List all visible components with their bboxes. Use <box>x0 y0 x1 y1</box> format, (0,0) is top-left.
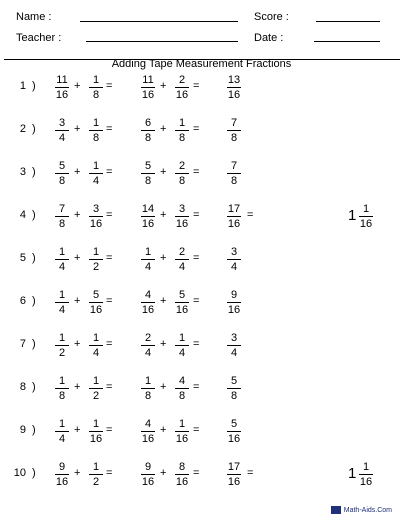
equals-sign: = <box>106 123 113 135</box>
addend-b-numerator: 1 <box>92 418 100 430</box>
addend-b-denominator: 16 <box>89 218 103 230</box>
addend-b-bar <box>89 87 103 88</box>
equals-sign: = <box>193 424 200 436</box>
problem-row <box>0 113 403 147</box>
problem-row <box>0 285 403 319</box>
common-denominator-a-numerator: 6 <box>144 117 152 129</box>
common-denominator-b <box>172 418 192 445</box>
addend-b-numerator: 1 <box>92 160 100 172</box>
sum-fraction-numerator: 3 <box>230 332 238 344</box>
common-denominator-b-bar <box>175 216 189 217</box>
problem-row <box>0 371 403 405</box>
common-denominator-a <box>138 203 158 230</box>
common-denominator-a-denominator: 8 <box>144 390 152 402</box>
sum-fraction-bar <box>227 87 241 88</box>
common-denominator-a-numerator: 1 <box>144 375 152 387</box>
sum-fraction-numerator: 7 <box>230 160 238 172</box>
problem-number-paren: ) <box>32 80 36 92</box>
common-denominator-b-denominator: 8 <box>178 390 186 402</box>
addend-a-bar <box>55 302 69 303</box>
common-denominator-a-denominator: 4 <box>144 261 152 273</box>
problem-number-paren: ) <box>32 209 36 221</box>
plus-sign: + <box>160 80 167 92</box>
common-denominator-a-bar <box>141 302 155 303</box>
common-denominator-b <box>172 332 192 359</box>
plus-sign: + <box>74 467 81 479</box>
common-denominator-b-denominator: 16 <box>175 304 189 316</box>
common-denominator-b-denominator: 16 <box>175 89 189 101</box>
plus-sign: + <box>74 166 81 178</box>
addend-a-denominator: 2 <box>58 347 66 359</box>
addend-a-bar <box>55 474 69 475</box>
equals-sign: = <box>193 80 200 92</box>
problem-number: 10 <box>13 467 26 479</box>
common-denominator-a-numerator: 2 <box>144 332 152 344</box>
addend-a-denominator: 16 <box>55 476 69 488</box>
common-denominator-b <box>172 117 192 144</box>
equals-sign: = <box>106 381 113 393</box>
mixed-number-numerator: 1 <box>362 461 370 473</box>
plus-sign: + <box>160 295 167 307</box>
common-denominator-b-numerator: 2 <box>178 246 186 258</box>
problem-number-paren: ) <box>32 166 36 178</box>
problem-number: 8 <box>19 381 26 393</box>
addend-a <box>52 332 72 359</box>
common-denominator-b-numerator: 3 <box>178 203 186 215</box>
problem-number: 2 <box>19 123 26 135</box>
plus-sign: + <box>160 338 167 350</box>
common-denominator-a-numerator: 9 <box>144 461 152 473</box>
score-field[interactable] <box>316 21 380 22</box>
problem-row <box>0 156 403 190</box>
sum-fraction-denominator: 4 <box>230 261 238 273</box>
plus-sign: + <box>74 252 81 264</box>
mixed-number-whole: 1 <box>348 465 357 482</box>
problem-number: 1 <box>19 80 26 92</box>
equals-sign: = <box>193 338 200 350</box>
addend-a-numerator: 1 <box>58 375 66 387</box>
addend-a-bar <box>55 345 69 346</box>
common-denominator-b-numerator: 1 <box>178 332 186 344</box>
sum-fraction <box>224 289 244 316</box>
mixed-number-bar <box>359 474 373 475</box>
problem-number-paren: ) <box>32 123 36 135</box>
common-denominator-a-bar <box>141 87 155 88</box>
equals-sign: = <box>106 424 113 436</box>
plus-sign: + <box>74 209 81 221</box>
common-denominator-b-bar <box>175 431 189 432</box>
common-denominator-a-bar <box>141 259 155 260</box>
common-denominator-b <box>172 375 192 402</box>
addend-a <box>52 160 72 187</box>
sum-fraction-denominator: 16 <box>227 433 241 445</box>
plus-sign: + <box>160 424 167 436</box>
problem-row <box>0 199 403 233</box>
common-denominator-b-bar <box>175 130 189 131</box>
worksheet-title: Adding Tape Measurement Fractions <box>111 58 292 70</box>
common-denominator-b <box>172 246 192 273</box>
common-denominator-b-numerator: 2 <box>178 160 186 172</box>
addend-b-denominator: 4 <box>92 347 100 359</box>
sum-fraction-bar <box>227 474 241 475</box>
common-denominator-b <box>172 461 192 488</box>
addend-a-numerator: 1 <box>58 332 66 344</box>
common-denominator-a-numerator: 4 <box>144 289 152 301</box>
common-denominator-b-bar <box>175 474 189 475</box>
plus-sign: + <box>160 123 167 135</box>
addend-b-denominator: 8 <box>92 132 100 144</box>
addend-a-bar <box>55 216 69 217</box>
addend-b-bar <box>89 302 103 303</box>
addend-a-numerator: 1 <box>58 246 66 258</box>
addend-a-bar <box>55 87 69 88</box>
common-denominator-b <box>172 74 192 101</box>
common-denominator-b <box>172 289 192 316</box>
sum-fraction-denominator: 16 <box>227 218 241 230</box>
addend-b <box>86 332 106 359</box>
addend-a-denominator: 4 <box>58 261 66 273</box>
equals-sign: = <box>106 209 113 221</box>
common-denominator-a <box>138 461 158 488</box>
addend-a-numerator: 5 <box>58 160 66 172</box>
addend-b <box>86 418 106 445</box>
sum-fraction-numerator: 13 <box>227 74 241 86</box>
name-field[interactable] <box>80 21 238 22</box>
common-denominator-a-denominator: 8 <box>144 132 152 144</box>
common-denominator-b-bar <box>175 302 189 303</box>
common-denominator-b-denominator: 4 <box>178 347 186 359</box>
sum-fraction <box>224 418 244 445</box>
addend-a-numerator: 1 <box>58 418 66 430</box>
plus-sign: + <box>160 252 167 264</box>
common-denominator-a <box>138 74 158 101</box>
problem-number: 4 <box>19 209 26 221</box>
equals-sign: = <box>193 252 200 264</box>
addend-b <box>86 246 106 273</box>
sum-fraction-denominator: 8 <box>230 390 238 402</box>
mixed-number-fraction <box>356 461 376 488</box>
addend-a-numerator: 3 <box>58 117 66 129</box>
common-denominator-b-numerator: 4 <box>178 375 186 387</box>
addend-b-bar <box>89 173 103 174</box>
addend-a-denominator: 8 <box>58 390 66 402</box>
common-denominator-b-numerator: 1 <box>178 117 186 129</box>
addend-a-denominator: 8 <box>58 175 66 187</box>
teacher-label: Teacher : <box>16 32 62 44</box>
common-denominator-b-bar <box>175 388 189 389</box>
plus-sign: + <box>74 295 81 307</box>
sum-fraction-numerator: 9 <box>230 289 238 301</box>
addend-a <box>52 203 72 230</box>
sum-fraction <box>224 203 244 230</box>
brand-text: Math-Aids.Com <box>343 506 392 514</box>
problem-number-paren: ) <box>32 338 36 350</box>
addend-b-numerator: 1 <box>92 246 100 258</box>
common-denominator-a <box>138 289 158 316</box>
common-denominator-a-denominator: 16 <box>141 218 155 230</box>
common-denominator-a-denominator: 16 <box>141 304 155 316</box>
common-denominator-a <box>138 117 158 144</box>
problem-row <box>0 70 403 104</box>
common-denominator-b-numerator: 8 <box>178 461 186 473</box>
common-denominator-b-bar <box>175 345 189 346</box>
equals-sign: = <box>193 209 200 221</box>
brand-footer[interactable] <box>331 506 392 514</box>
addend-b-numerator: 5 <box>92 289 100 301</box>
problem-number-paren: ) <box>32 252 36 264</box>
sum-fraction-denominator: 16 <box>227 89 241 101</box>
equals-sign: = <box>106 166 113 178</box>
common-denominator-a-bar <box>141 130 155 131</box>
addend-a-bar <box>55 388 69 389</box>
addend-b-denominator: 2 <box>92 261 100 273</box>
common-denominator-b-numerator: 2 <box>178 74 186 86</box>
problem-number: 7 <box>19 338 26 350</box>
common-denominator-b-bar <box>175 259 189 260</box>
plus-sign: + <box>160 166 167 178</box>
common-denominator-a <box>138 332 158 359</box>
problem-number: 5 <box>19 252 26 264</box>
addend-b <box>86 461 106 488</box>
sum-fraction-bar <box>227 431 241 432</box>
mixed-number-fraction <box>356 203 376 230</box>
name-label: Name : <box>16 11 52 23</box>
common-denominator-b-denominator: 16 <box>175 476 189 488</box>
plus-sign: + <box>74 424 81 436</box>
common-denominator-b-denominator: 4 <box>178 261 186 273</box>
common-denominator-b-denominator: 8 <box>178 132 186 144</box>
sum-fraction-bar <box>227 130 241 131</box>
addend-a <box>52 117 72 144</box>
addend-b-denominator: 16 <box>89 304 103 316</box>
common-denominator-a-numerator: 11 <box>142 74 154 86</box>
addend-b-bar <box>89 388 103 389</box>
equals-sign: = <box>247 209 254 221</box>
sum-fraction-bar <box>227 216 241 217</box>
sum-fraction-bar <box>227 302 241 303</box>
addend-a-bar <box>55 173 69 174</box>
addend-a-numerator: 9 <box>58 461 66 473</box>
plus-sign: + <box>160 209 167 221</box>
equals-sign: = <box>193 166 200 178</box>
date-label: Date : <box>254 32 284 44</box>
sum-fraction-bar <box>227 259 241 260</box>
common-denominator-a-numerator: 14 <box>141 203 155 215</box>
equals-sign: = <box>193 295 200 307</box>
date-field[interactable] <box>314 41 380 42</box>
equals-sign: = <box>106 295 113 307</box>
addend-a-bar <box>55 431 69 432</box>
common-denominator-b-bar <box>175 87 189 88</box>
addend-a-denominator: 4 <box>58 132 66 144</box>
common-denominator-a <box>138 160 158 187</box>
common-denominator-a-bar <box>141 388 155 389</box>
sum-fraction <box>224 332 244 359</box>
common-denominator-a-denominator: 16 <box>141 89 155 101</box>
equals-sign: = <box>106 467 113 479</box>
equals-sign: = <box>106 252 113 264</box>
addend-b-numerator: 1 <box>92 332 100 344</box>
plus-sign: + <box>74 80 81 92</box>
addend-a-numerator: 11 <box>56 74 68 86</box>
common-denominator-a-numerator: 1 <box>144 246 152 258</box>
addend-a-bar <box>55 259 69 260</box>
addend-b-denominator: 8 <box>92 89 100 101</box>
addend-b <box>86 74 106 101</box>
sum-fraction-denominator: 16 <box>227 304 241 316</box>
mixed-number-denominator: 16 <box>359 476 373 488</box>
mixed-number-bar <box>359 216 373 217</box>
score-label: Score : <box>254 11 289 23</box>
equals-sign: = <box>193 123 200 135</box>
mixed-number-numerator: 1 <box>362 203 370 215</box>
problem-number: 3 <box>19 166 26 178</box>
addend-a-denominator: 16 <box>55 89 69 101</box>
sum-fraction-numerator: 5 <box>230 375 238 387</box>
common-denominator-b-numerator: 5 <box>178 289 186 301</box>
addend-b-bar <box>89 259 103 260</box>
addend-b <box>86 203 106 230</box>
plus-sign: + <box>74 338 81 350</box>
common-denominator-a <box>138 375 158 402</box>
addend-b <box>86 117 106 144</box>
equals-sign: = <box>106 80 113 92</box>
common-denominator-a-bar <box>141 431 155 432</box>
addend-b-numerator: 1 <box>92 461 100 473</box>
sum-fraction-numerator: 17 <box>227 461 241 473</box>
common-denominator-b <box>172 203 192 230</box>
problem-number-paren: ) <box>32 424 36 436</box>
sum-fraction <box>224 375 244 402</box>
sum-fraction-denominator: 8 <box>230 175 238 187</box>
sum-fraction-numerator: 7 <box>230 117 238 129</box>
equals-sign: = <box>106 338 113 350</box>
addend-a-denominator: 4 <box>58 433 66 445</box>
addend-a <box>52 461 72 488</box>
problem-row <box>0 242 403 276</box>
plus-sign: + <box>160 467 167 479</box>
problem-number: 9 <box>19 424 26 436</box>
addend-a <box>52 418 72 445</box>
common-denominator-a-denominator: 8 <box>144 175 152 187</box>
addend-b-numerator: 3 <box>92 203 100 215</box>
sum-fraction-bar <box>227 388 241 389</box>
addend-a-numerator: 7 <box>58 203 66 215</box>
addend-a <box>52 375 72 402</box>
mixed-number-whole: 1 <box>348 207 357 224</box>
sum-fraction-bar <box>227 173 241 174</box>
math-aids-logo-icon <box>331 506 341 514</box>
sum-fraction-denominator: 16 <box>227 476 241 488</box>
common-denominator-b-denominator: 8 <box>178 175 186 187</box>
common-denominator-a-denominator: 16 <box>141 476 155 488</box>
common-denominator-b-denominator: 16 <box>175 433 189 445</box>
addend-b-numerator: 1 <box>92 117 100 129</box>
sum-fraction-numerator: 17 <box>227 203 241 215</box>
sum-fraction-bar <box>227 345 241 346</box>
equals-sign: = <box>193 467 200 479</box>
addend-b-bar <box>89 130 103 131</box>
common-denominator-a-bar <box>141 474 155 475</box>
common-denominator-a-bar <box>141 345 155 346</box>
common-denominator-b <box>172 160 192 187</box>
addend-a-denominator: 8 <box>58 218 66 230</box>
addend-b <box>86 289 106 316</box>
sum-fraction-denominator: 8 <box>230 132 238 144</box>
problem-number-paren: ) <box>32 467 36 479</box>
addend-a <box>52 246 72 273</box>
addend-b-bar <box>89 345 103 346</box>
equals-sign: = <box>247 467 254 479</box>
addend-a-bar <box>55 130 69 131</box>
addend-a <box>52 289 72 316</box>
common-denominator-a-bar <box>141 216 155 217</box>
sum-fraction-denominator: 4 <box>230 347 238 359</box>
addend-b-denominator: 2 <box>92 390 100 402</box>
common-denominator-a-bar <box>141 173 155 174</box>
common-denominator-a-denominator: 4 <box>144 347 152 359</box>
equals-sign: = <box>193 381 200 393</box>
teacher-field[interactable] <box>86 41 238 42</box>
sum-fraction-numerator: 5 <box>230 418 238 430</box>
sum-fraction <box>224 246 244 273</box>
addend-b <box>86 160 106 187</box>
plus-sign: + <box>74 123 81 135</box>
problem-row <box>0 328 403 362</box>
sum-fraction <box>224 74 244 101</box>
addend-b-numerator: 1 <box>92 74 100 86</box>
sum-fraction <box>224 461 244 488</box>
problem-row <box>0 457 403 491</box>
problem-number-paren: ) <box>32 381 36 393</box>
addend-a-denominator: 4 <box>58 304 66 316</box>
plus-sign: + <box>160 381 167 393</box>
addend-b-denominator: 4 <box>92 175 100 187</box>
common-denominator-b-denominator: 16 <box>175 218 189 230</box>
sum-fraction <box>224 160 244 187</box>
sum-fraction-numerator: 3 <box>230 246 238 258</box>
addend-b-numerator: 1 <box>92 375 100 387</box>
addend-b-bar <box>89 431 103 432</box>
common-denominator-b-bar <box>175 173 189 174</box>
addend-a-numerator: 1 <box>58 289 66 301</box>
common-denominator-a <box>138 246 158 273</box>
problem-row <box>0 414 403 448</box>
addend-a <box>52 74 72 101</box>
mixed-number-denominator: 16 <box>359 218 373 230</box>
common-denominator-a-numerator: 5 <box>144 160 152 172</box>
common-denominator-a-numerator: 4 <box>144 418 152 430</box>
plus-sign: + <box>74 381 81 393</box>
addend-b-denominator: 16 <box>89 433 103 445</box>
problem-number: 6 <box>19 295 26 307</box>
sum-fraction <box>224 117 244 144</box>
problem-number-paren: ) <box>32 295 36 307</box>
addend-b-bar <box>89 216 103 217</box>
addend-b-bar <box>89 474 103 475</box>
common-denominator-a <box>138 418 158 445</box>
common-denominator-a-denominator: 16 <box>141 433 155 445</box>
addend-b <box>86 375 106 402</box>
common-denominator-b-numerator: 1 <box>178 418 186 430</box>
addend-b-denominator: 2 <box>92 476 100 488</box>
